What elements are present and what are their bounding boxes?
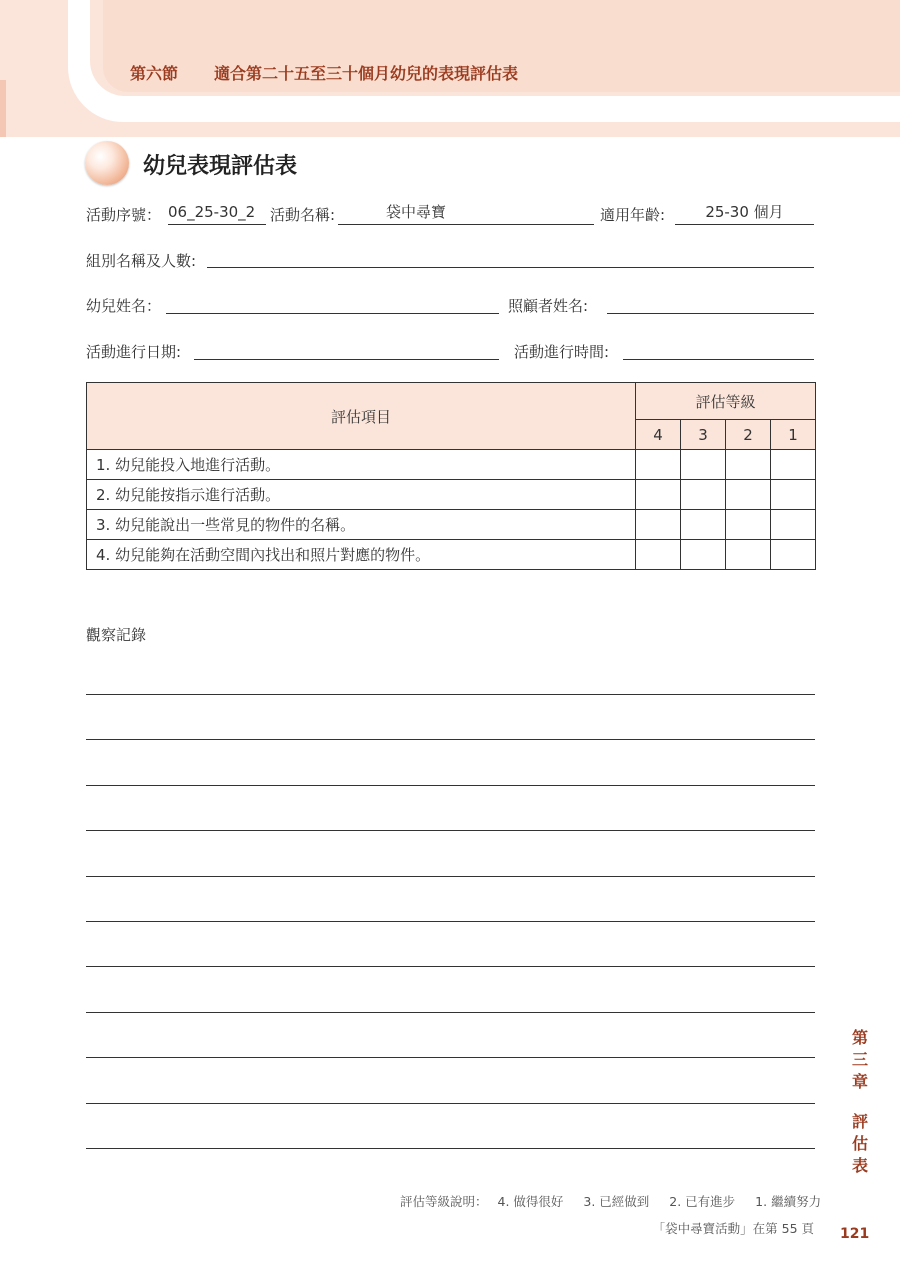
- caregiver-label: 照顧者姓名:: [508, 297, 589, 315]
- chapter-char: 估: [851, 1134, 868, 1153]
- grade-cell[interactable]: [771, 540, 816, 570]
- grade-cell[interactable]: [771, 480, 816, 510]
- activity-name-label: 活動名稱:: [270, 206, 336, 224]
- page-number: 121: [840, 1226, 870, 1242]
- grade-cell[interactable]: [636, 540, 681, 570]
- item-header: 評估項目: [87, 383, 636, 450]
- date-field[interactable]: [194, 337, 499, 360]
- grade-cell[interactable]: [681, 510, 726, 540]
- table-row: [87, 510, 816, 540]
- child-name-field[interactable]: [166, 291, 499, 314]
- item-text: 4. 幼兒能夠在活動空間內找出和照片對應的物件。: [87, 540, 636, 570]
- note-line[interactable]: [86, 1012, 815, 1013]
- legend-item: 3. 已經做到: [583, 1194, 650, 1209]
- table-row: [87, 540, 816, 570]
- legend-item: 1. 繼續努力: [755, 1194, 822, 1209]
- note-line[interactable]: [86, 876, 815, 877]
- title-bullet-icon: [85, 141, 129, 185]
- grade-cell[interactable]: [726, 510, 771, 540]
- note-line[interactable]: [86, 785, 815, 786]
- grade-3-header: 3: [681, 420, 726, 450]
- header-tab: [0, 80, 6, 137]
- grade-cell[interactable]: [636, 510, 681, 540]
- group-label: 組別名稱及人數:: [86, 252, 197, 270]
- time-field[interactable]: [623, 337, 814, 360]
- chapter-char: 表: [851, 1156, 868, 1175]
- time-label: 活動進行時間:: [514, 343, 610, 361]
- activity-no-field[interactable]: 06_25-30_2: [168, 202, 266, 225]
- note-line[interactable]: [86, 1148, 815, 1149]
- group-field[interactable]: [207, 245, 814, 268]
- legend-item: 4. 做得很好: [497, 1194, 564, 1209]
- section-number: 第六節: [130, 64, 179, 83]
- grade-cell[interactable]: [681, 480, 726, 510]
- note-line[interactable]: [86, 694, 815, 695]
- legend-title: 評估等級說明：: [400, 1194, 488, 1209]
- grade-4-header: 4: [636, 420, 681, 450]
- activity-no-label: 活動序號：: [86, 206, 162, 224]
- grade-cell[interactable]: [726, 450, 771, 480]
- grade-legend: [400, 1192, 821, 1210]
- grade-cell[interactable]: [771, 450, 816, 480]
- table-row: [87, 480, 816, 510]
- legend-item: 2. 已有進步: [669, 1194, 736, 1209]
- chapter-label: [848, 1027, 872, 1177]
- form-title: 幼兒表現評估表: [143, 154, 298, 179]
- note-line[interactable]: [86, 1103, 815, 1104]
- chapter-char: 評: [851, 1112, 868, 1131]
- grade-cell[interactable]: [681, 450, 726, 480]
- note-line[interactable]: [86, 830, 815, 831]
- note-line[interactable]: [86, 1057, 815, 1058]
- grade-cell[interactable]: [771, 510, 816, 540]
- note-line[interactable]: [86, 921, 815, 922]
- note-line[interactable]: [86, 966, 815, 967]
- activity-name-value: 袋中尋寶: [386, 203, 447, 221]
- chapter-char: 第: [851, 1028, 868, 1047]
- caregiver-field[interactable]: [607, 291, 814, 314]
- chapter-char: 章: [851, 1072, 868, 1091]
- grade-cell[interactable]: [636, 450, 681, 480]
- chapter-char: 三: [851, 1050, 868, 1069]
- child-name-label: 幼兒姓名：: [86, 297, 162, 315]
- chapter-gap: [848, 1093, 872, 1111]
- grade-cell[interactable]: [681, 540, 726, 570]
- notes-label: 觀察記錄: [86, 626, 147, 644]
- grade-1-header: 1: [771, 420, 816, 450]
- activity-name-field[interactable]: [338, 202, 594, 225]
- date-label: 活動進行日期:: [86, 343, 182, 361]
- page-reference: 「袋中尋寶活動」在第 55 頁: [652, 1221, 814, 1236]
- item-text: 3. 幼兒能說出一些常見的物件的名稱。: [87, 510, 636, 540]
- section-title: 適合第二十五至三十個月幼兒的表現評估表: [214, 64, 519, 83]
- grade-cell[interactable]: [636, 480, 681, 510]
- age-label: 適用年齡:: [600, 206, 666, 224]
- grade-cell[interactable]: [726, 480, 771, 510]
- item-text: 2. 幼兒能按指示進行活動。: [87, 480, 636, 510]
- note-line[interactable]: [86, 739, 815, 740]
- grade-2-header: 2: [726, 420, 771, 450]
- grade-header: 評估等級: [636, 383, 816, 420]
- evaluation-table: [86, 382, 816, 570]
- age-field[interactable]: 25-30 個月: [675, 202, 814, 225]
- table-row: [87, 450, 816, 480]
- item-text: 1. 幼兒能投入地進行活動。: [87, 450, 636, 480]
- grade-cell[interactable]: [726, 540, 771, 570]
